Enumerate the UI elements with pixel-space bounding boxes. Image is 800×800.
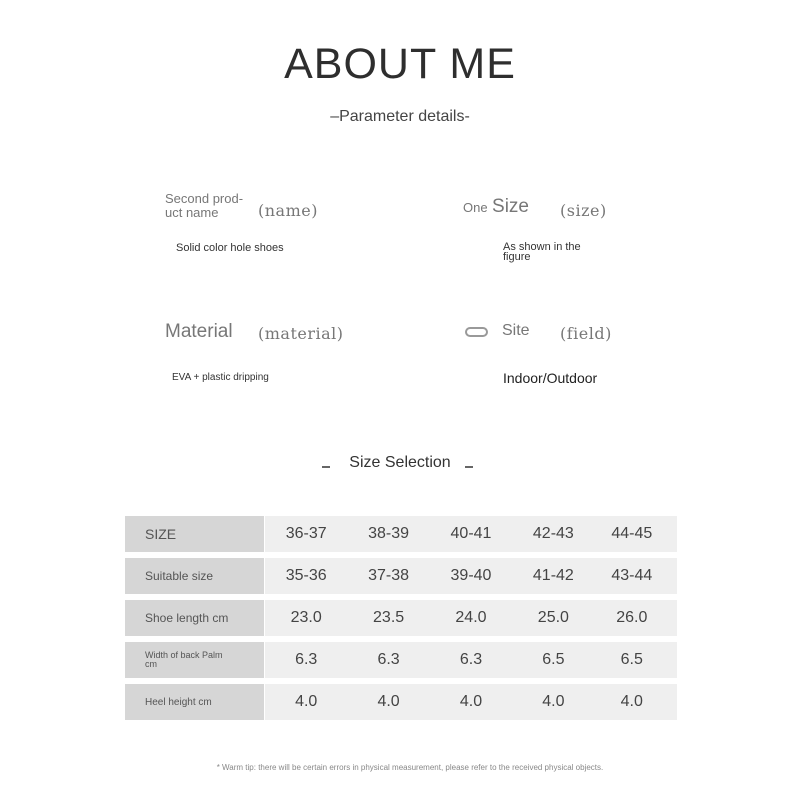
table-cell: 6.5: [595, 642, 677, 678]
size-table: [125, 510, 677, 726]
table-row: [125, 600, 677, 636]
row-header-line1: Width of back Palm: [145, 650, 223, 660]
param-name-value: Solid color hole shoes: [176, 242, 284, 254]
table-cell: 6.3: [265, 642, 347, 678]
table-cell: 24.0: [430, 600, 512, 636]
table-cell: 42-43: [512, 516, 594, 552]
table-cell: 44-45: [595, 516, 677, 552]
page-subtitle: –Parameter details-: [330, 108, 470, 125]
param-size-en: (size): [560, 201, 607, 220]
param-name-label-line2: uct name: [165, 205, 219, 220]
row-header: Suitable size: [125, 558, 265, 594]
row-header-line2: cm: [145, 659, 157, 669]
param-material-en: (material): [258, 324, 344, 343]
table-cell: 41-42: [512, 558, 594, 594]
size-selection-title: Size Selection: [349, 454, 451, 471]
param-site-value: Indoor/Outdoor: [503, 370, 598, 386]
table-cell: 25.0: [512, 600, 594, 636]
table-cell: 4.0: [512, 684, 594, 720]
param-name-en: (name): [258, 201, 318, 220]
param-size-value-line1: As shown in the: [503, 241, 581, 253]
table-cell: 6.5: [512, 642, 594, 678]
table-cell: 43-44: [595, 558, 677, 594]
param-name-label: [165, 192, 243, 220]
table-cell: 4.0: [430, 684, 512, 720]
table-cell: 6.3: [347, 642, 429, 678]
table-row: [125, 684, 677, 720]
table-cell: 6.3: [430, 642, 512, 678]
table-cell: 38-39: [347, 516, 429, 552]
param-material-label: Material: [165, 321, 233, 342]
row-header: SIZE: [125, 516, 265, 552]
table-cell: 4.0: [347, 684, 429, 720]
param-name-label-line1: Second prod-: [165, 191, 244, 206]
param-size-label: [463, 196, 529, 218]
table-cell: 36-37: [265, 516, 347, 552]
param-material-value: EVA + plastic dripping: [172, 372, 269, 383]
param-size-value: [503, 242, 581, 262]
param-site-en: (field): [560, 324, 612, 343]
table-cell: 40-41: [430, 516, 512, 552]
param-size-label-main: Size: [492, 196, 529, 217]
table-cell: 37-38: [347, 558, 429, 594]
pill-icon: [465, 327, 488, 337]
param-site-label: Site: [502, 322, 530, 339]
table-cell: 4.0: [265, 684, 347, 720]
table-cell: 39-40: [430, 558, 512, 594]
table-cell: 35-36: [265, 558, 347, 594]
table-row: [125, 558, 677, 594]
table-cell: 4.0: [595, 684, 677, 720]
row-header: Heel height cm: [125, 684, 265, 720]
param-size-label-prefix: One: [463, 200, 488, 215]
param-size-value-line2: figure: [503, 251, 531, 263]
row-header: [125, 642, 265, 678]
table-row: [125, 642, 677, 678]
row-header: Shoe length cm: [125, 600, 265, 636]
table-cell: 26.0: [595, 600, 677, 636]
page-title: ABOUT ME: [284, 40, 516, 88]
dash-right-icon: [465, 466, 473, 468]
table-row: [125, 516, 677, 552]
table-cell: 23.0: [265, 600, 347, 636]
warm-tip-note: * Warm tip: there will be certain errors in physical measurement, please refer to the received physical objects.: [216, 763, 604, 772]
table-cell: 23.5: [347, 600, 429, 636]
